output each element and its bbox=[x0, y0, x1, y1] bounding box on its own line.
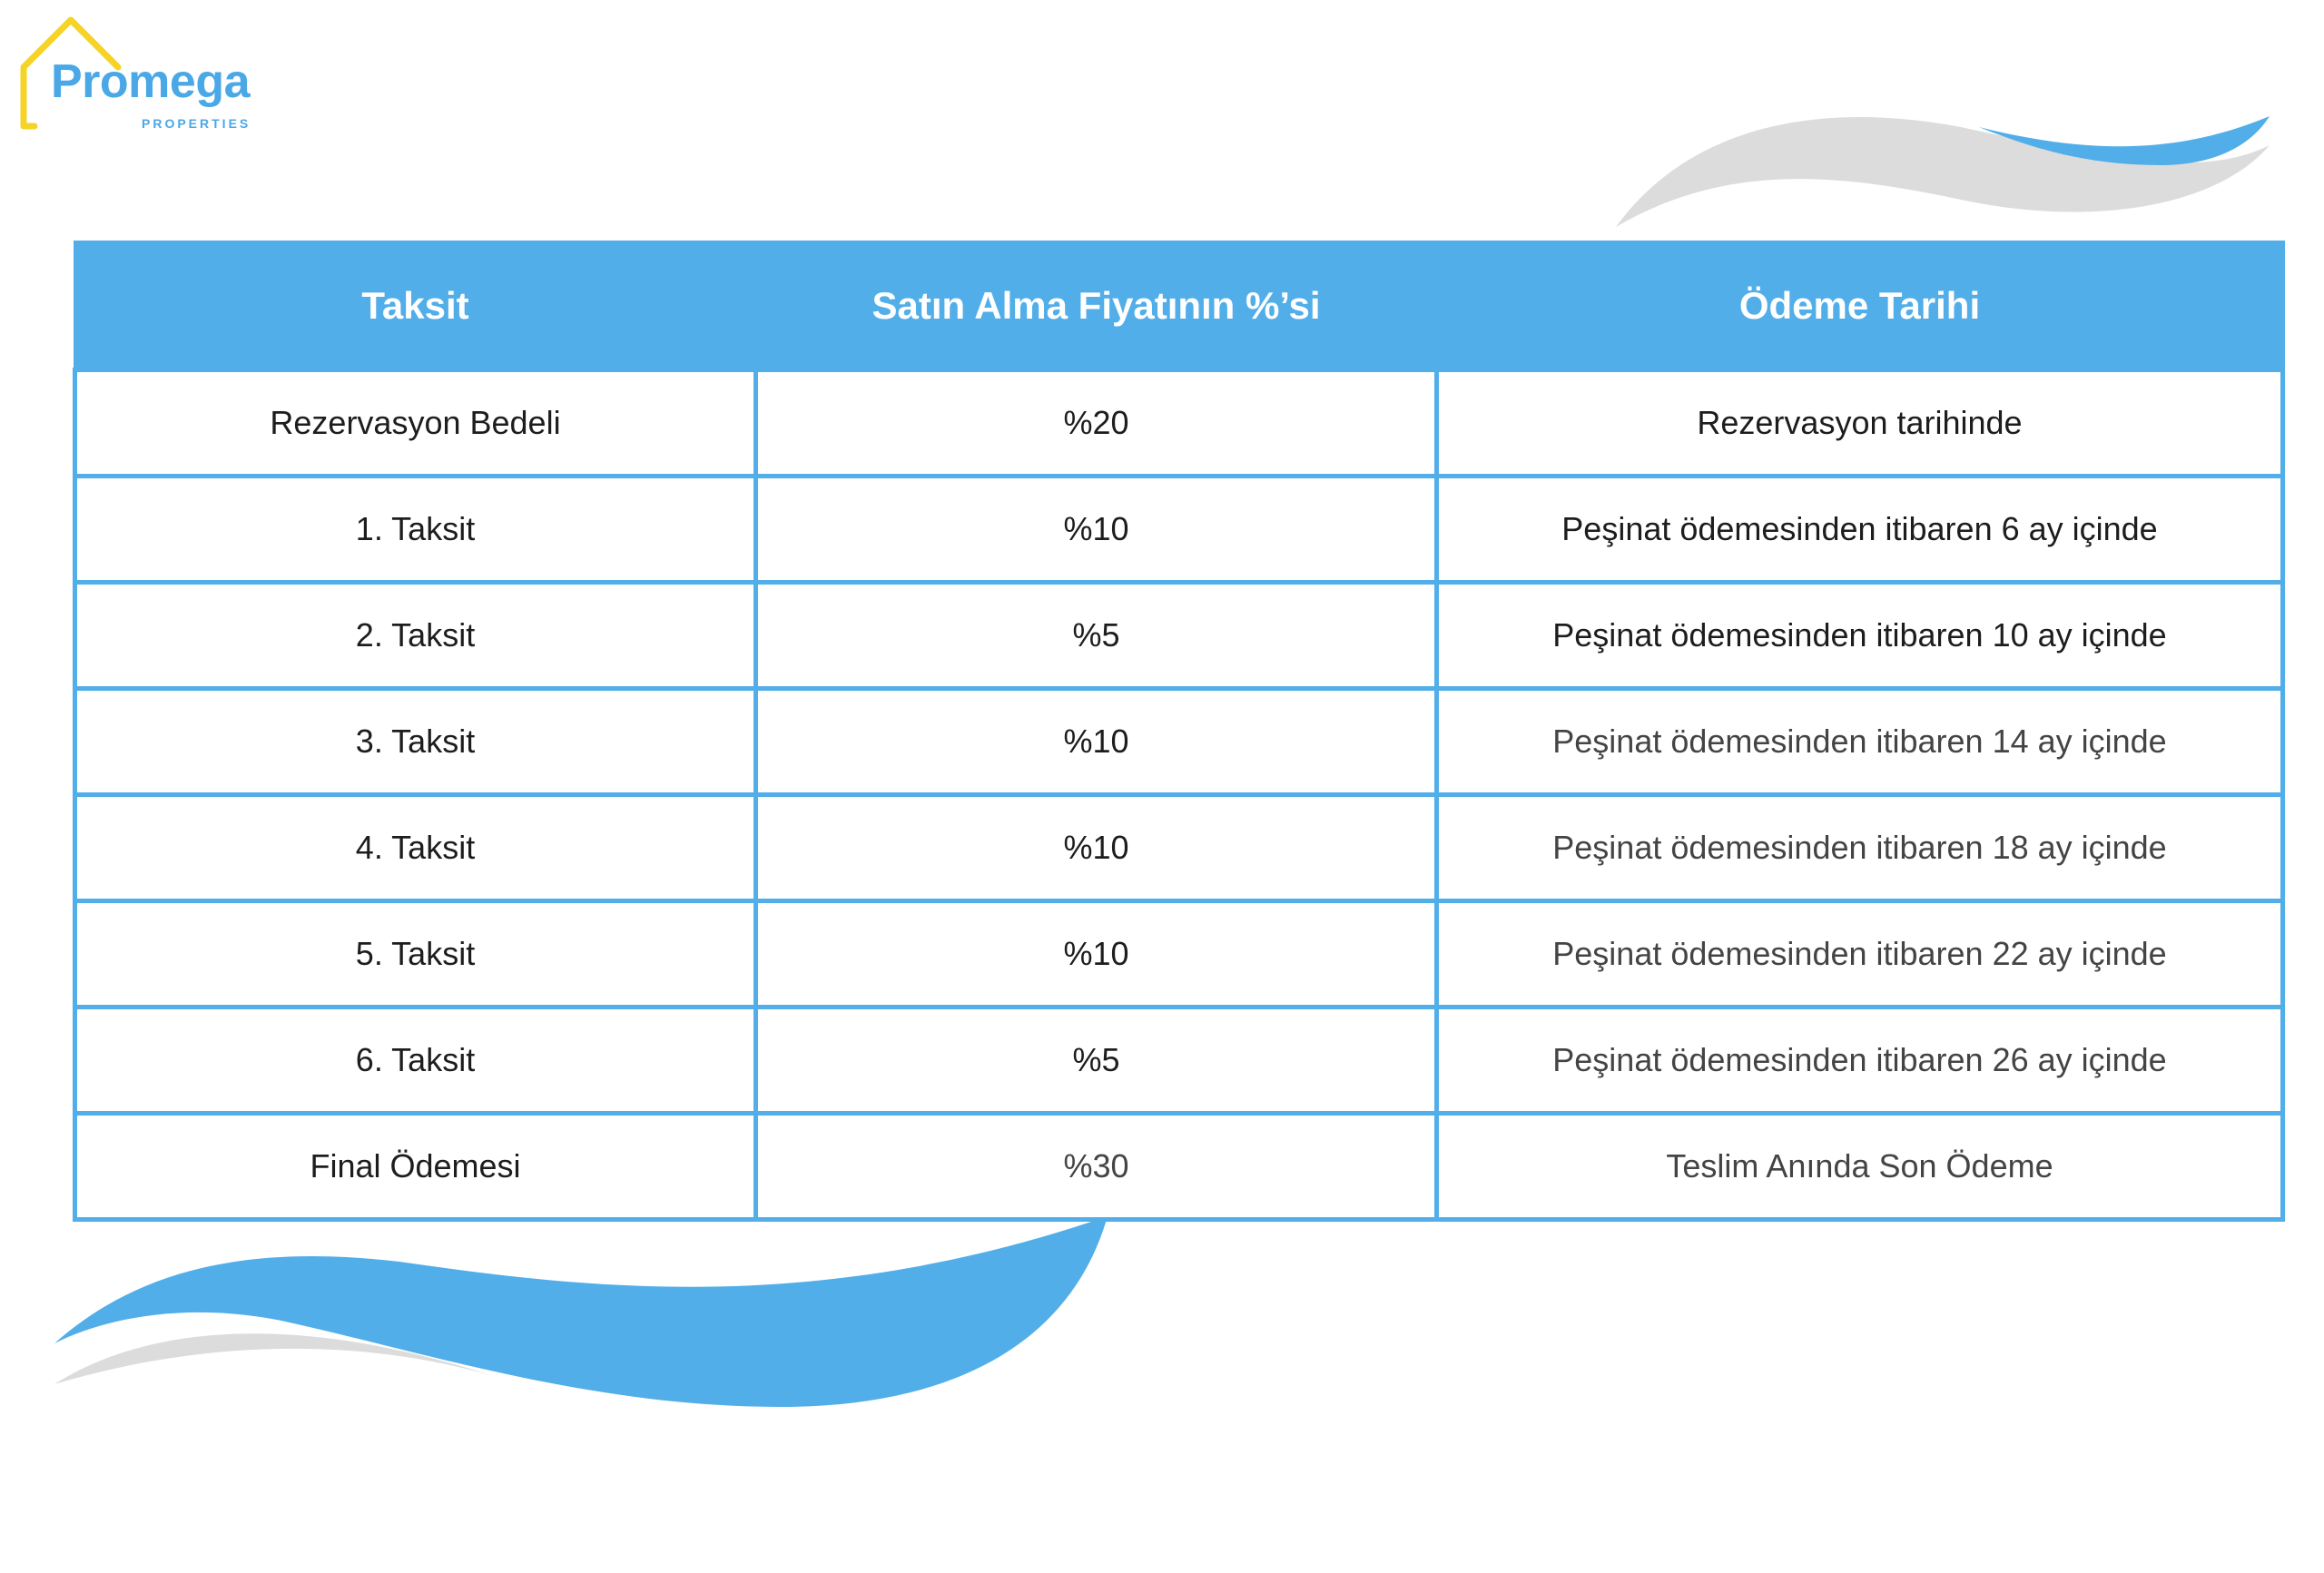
brand-subtitle: PROPERTIES bbox=[142, 116, 251, 131]
brand-name: Promega bbox=[51, 55, 251, 108]
payment-schedule-table bbox=[73, 241, 2285, 1222]
date-cell: Peşinat ödemesinden itibaren 14 ay içinde bbox=[1437, 689, 2283, 795]
table-row bbox=[75, 1114, 2283, 1220]
percent-cell: %30 bbox=[756, 1114, 1437, 1220]
table-row bbox=[75, 901, 2283, 1008]
table-row bbox=[75, 477, 2283, 583]
installment-cell: 2. Taksit bbox=[75, 583, 756, 689]
decorative-wave-top bbox=[1580, 91, 2288, 236]
table-row bbox=[75, 583, 2283, 689]
table-row bbox=[75, 370, 2283, 477]
date-cell: Peşinat ödemesinden itibaren 26 ay içinde bbox=[1437, 1008, 2283, 1114]
installment-cell: 1. Taksit bbox=[75, 477, 756, 583]
header-date: Ödeme Tarihi bbox=[1437, 242, 2283, 370]
installment-cell: 6. Taksit bbox=[75, 1008, 756, 1114]
table-row bbox=[75, 795, 2283, 901]
decorative-wave-bottom bbox=[45, 1207, 1135, 1425]
header-installment: Taksit bbox=[75, 242, 756, 370]
date-cell: Peşinat ödemesinden itibaren 10 ay içinde bbox=[1437, 583, 2283, 689]
percent-cell: %10 bbox=[756, 477, 1437, 583]
installment-cell: 4. Taksit bbox=[75, 795, 756, 901]
percent-cell: %20 bbox=[756, 370, 1437, 477]
percent-cell: %10 bbox=[756, 795, 1437, 901]
percent-cell: %5 bbox=[756, 1008, 1437, 1114]
table-header-row bbox=[75, 242, 2283, 370]
promega-logo bbox=[16, 13, 252, 131]
header-percent: Satın Alma Fiyatının %’si bbox=[756, 242, 1437, 370]
date-cell: Peşinat ödemesinden itibaren 18 ay içinde bbox=[1437, 795, 2283, 901]
date-cell: Peşinat ödemesinden itibaren 22 ay içinde bbox=[1437, 901, 2283, 1008]
installment-cell: 3. Taksit bbox=[75, 689, 756, 795]
date-cell: Rezervasyon tarihinde bbox=[1437, 370, 2283, 477]
date-cell: Teslim Anında Son Ödeme bbox=[1437, 1114, 2283, 1220]
percent-cell: %10 bbox=[756, 901, 1437, 1008]
installment-cell: 5. Taksit bbox=[75, 901, 756, 1008]
installment-cell: Rezervasyon Bedeli bbox=[75, 370, 756, 477]
table-row bbox=[75, 689, 2283, 795]
percent-cell: %5 bbox=[756, 583, 1437, 689]
date-cell: Peşinat ödemesinden itibaren 6 ay içinde bbox=[1437, 477, 2283, 583]
percent-cell: %10 bbox=[756, 689, 1437, 795]
installment-cell: Final Ödemesi bbox=[75, 1114, 756, 1220]
table-row bbox=[75, 1008, 2283, 1114]
